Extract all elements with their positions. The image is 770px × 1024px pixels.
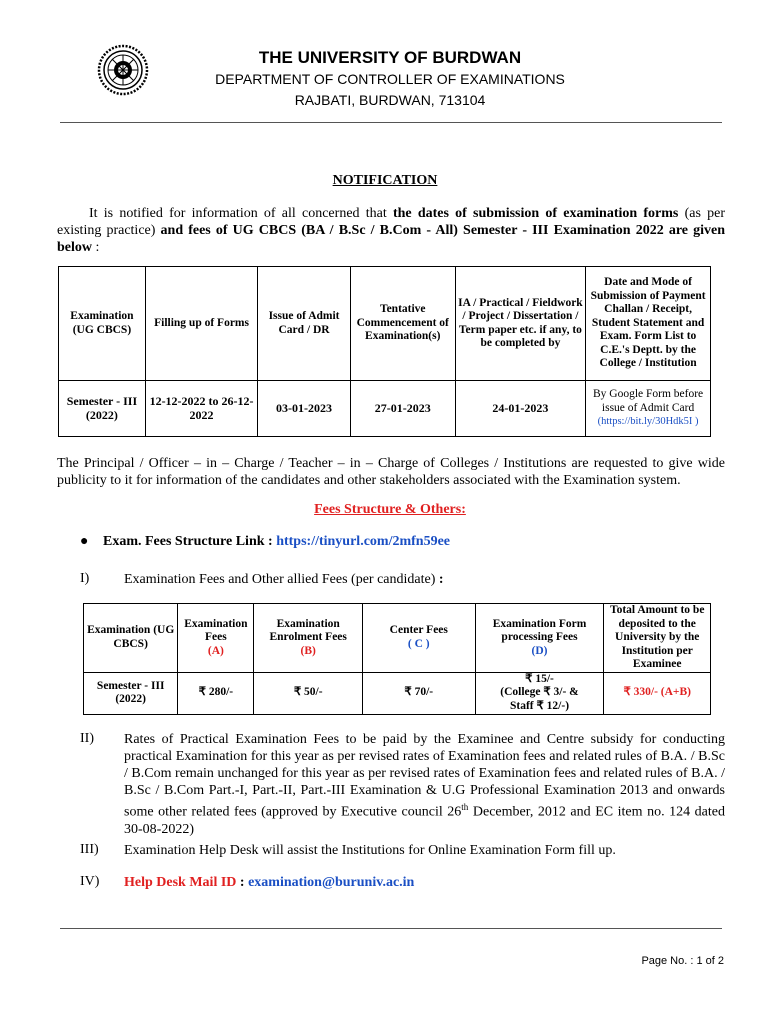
fees-link-label: Exam. Fees Structure Link :	[103, 534, 277, 549]
col-ia: IA / Practical / Fieldwork / Project / Dissertation / Term paper etc. if any, to be completed by	[455, 267, 585, 381]
page-number: Page No. : 1 of 2	[641, 955, 724, 967]
fees-cell-enrolment: ₹ 50/-	[254, 672, 363, 714]
publicity-paragraph: The Principal / Officer – in – Charge / Teacher – in – Charge of Colleges / Institutions are requested to give wide publicity to it for information of the candidates and other stakeholders associated with the Examination system.	[57, 456, 725, 488]
fees-structure-link[interactable]: https://tinyurl.com/2mfn59ee	[276, 534, 451, 549]
item-1-number: I)	[80, 571, 90, 586]
google-form-link[interactable]: (https://bit.ly/30Hdk5I )	[597, 416, 699, 428]
col-examination: Examination (UG CBCS)	[59, 267, 146, 381]
schedule-row	[59, 381, 711, 437]
item-3-number: III)	[80, 842, 99, 857]
help-desk-label: Help Desk Mail ID	[124, 875, 237, 890]
fees-col-center: Center Fees ( C )	[362, 604, 475, 673]
header-divider	[60, 122, 722, 123]
intro-paragraph: It is notified for information of all concerned that the dates of submission of examination forms (as per existing practice) and fees of UG CBCS (BA / B.Sc / B.Com - All) Semester - III Examination 2022 are given below :	[57, 206, 725, 255]
cell-filling: 12-12-2022 to 26-12-2022	[145, 381, 257, 437]
item-4-number: IV)	[80, 874, 100, 889]
bullet: ●	[80, 534, 89, 549]
col-admit: Issue of Admit Card / DR	[258, 267, 351, 381]
notification-title: NOTIFICATION	[332, 173, 438, 188]
department-name: DEPARTMENT OF CONTROLLER OF EXAMINATIONS	[215, 71, 565, 87]
fees-cell-center: ₹ 70/-	[362, 672, 475, 714]
fees-cell-total: ₹ 330/- (A+B)	[604, 672, 711, 714]
fees-cell-exam-fees: ₹ 280/-	[178, 672, 254, 714]
fees-row	[84, 672, 711, 714]
fees-table	[83, 603, 711, 715]
cell-commencement: 27-01-2023	[350, 381, 455, 437]
cell-submission	[586, 381, 711, 437]
fees-col-total: Total Amount to be deposited to the University by the Institution per Examinee	[604, 604, 711, 673]
cell-examination: Semester - III (2022)	[59, 381, 146, 437]
item-1-text: Examination Fees and Other allied Fees (per candidate) :	[124, 572, 444, 587]
fees-col-processing: Examination Form processing Fees (D)	[475, 604, 604, 673]
schedule-table	[58, 266, 711, 437]
item-2-number: II)	[80, 731, 94, 746]
item-2-text: Rates of Practical Examination Fees to be paid by the Examinee and Centre subsidy for conducting practical Examination for this year as per revised rates of Examination fees and related rules of B.A. / B.Sc / B.Com remain unchanged for this year as per revised rates of Examination fees and related rules of B.A. / B.Sc / B.Com Part.-I, Part.-II, Part.-III Examination & U.G Professional Examination 2013 and onwards some other related fees (approved by Executive council 26th December, 2012 and EC item no. 124 dated 30-08-2022)	[124, 732, 725, 837]
fees-col-exam-fees: Examination Fees (A)	[178, 604, 254, 673]
cell-admit: 03-01-2023	[258, 381, 351, 437]
fees-link-line	[103, 533, 450, 550]
fees-cell-examination: Semester - III (2022)	[84, 672, 178, 714]
fees-header-row	[84, 604, 711, 673]
col-filling: Filling up of Forms	[145, 267, 257, 381]
item-3-text: Examination Help Desk will assist the Institutions for Online Examination Form fill up.	[124, 843, 616, 858]
help-desk-email[interactable]: examination@buruniv.ac.in	[248, 875, 415, 890]
col-submission: Date and Mode of Submission of Payment Challan / Receipt, Student Statement and Exam. Form List to C.E.'s Deptt. by the College / Institution	[586, 267, 711, 381]
address: RAJBATI, BURDWAN, 713104	[294, 92, 486, 108]
col-commencement: Tentative Commencement of Examination(s)	[350, 267, 455, 381]
fees-cell-processing: ₹ 15/- (College ₹ 3/- & Staff ₹ 12/-)	[475, 672, 604, 714]
fees-col-examination: Examination (UG CBCS)	[84, 604, 178, 673]
cell-ia: 24-01-2023	[455, 381, 585, 437]
footer-divider	[60, 928, 722, 929]
item-4-text: Help Desk Mail ID : examination@buruniv.ac.in	[124, 875, 415, 890]
university-seal-logo	[97, 44, 149, 96]
fees-section-title: Fees Structure & Others:	[314, 502, 466, 517]
schedule-header-row	[59, 267, 711, 381]
fees-col-enrolment: Examination Enrolment Fees (B)	[254, 604, 363, 673]
university-name: THE UNIVERSITY OF BURDWAN	[258, 48, 522, 67]
submission-mode: By Google Form before issue of Admit Card	[592, 388, 704, 414]
